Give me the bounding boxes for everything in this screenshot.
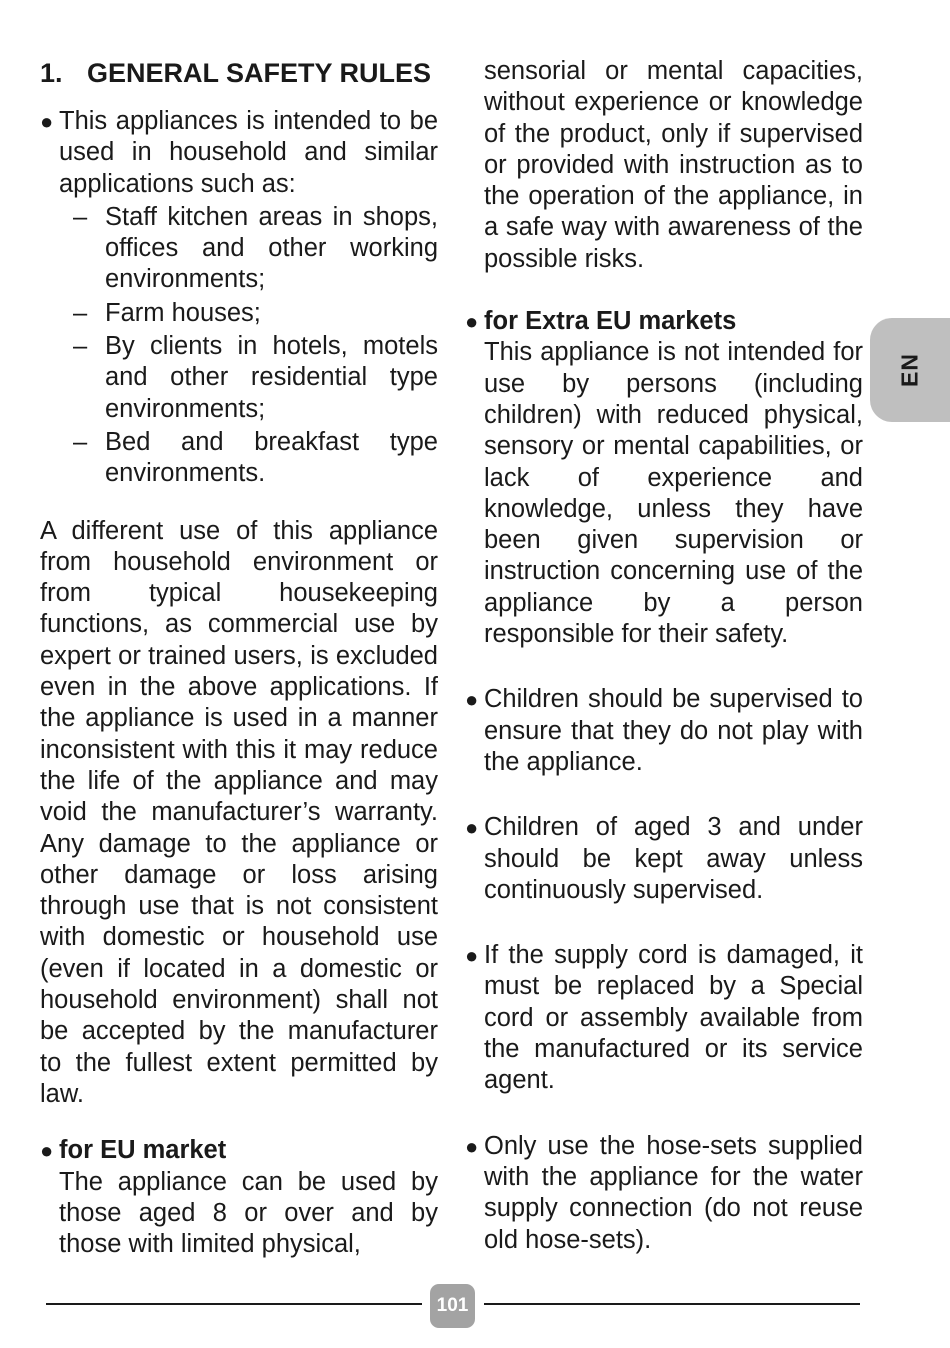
bullet-icon: ● [40,1138,54,1164]
bullet-icon: ● [465,943,479,969]
eu-market-bullet [40,1135,438,1260]
dash-icon: – [73,332,88,361]
footer-rule-right [484,1303,860,1305]
footer-rule-left [46,1303,422,1305]
intro-bullet [40,106,438,492]
eu-market-heading: for EU market [59,1136,227,1165]
list-item: – Bed and breakfast type environments. [59,427,438,490]
list-item: – Staff kitchen areas in shops, offices and other working environments; [59,202,438,296]
usage-disclaimer-paragraph: A different use of this appliance from household environment or from typical housekeeping functions, as commercial use by expert or trained users, is excluded even in the above applications. If the appliance is used in a manner inconsistent with this it may reduce the life of the appliance and may void the manufacturer’s warranty. Any damage to the appliance or other damage or loss arising through use that is not consistent with domestic or household use (even if located in a domestic or household environment) shall not be accepted by the manufacturer to the fullest extent permitted by law. [40,516,438,1108]
list-item: – By clients in hotels, motels and other residential type environments; [59,331,438,425]
section-heading [40,56,438,90]
bullet-icon: ● [465,687,479,713]
eu-market-text-continued: sensorial or mental capacities, without experience or knowledge of the product, only if supervised or provided with instruction as to the operation of the appliance, in a safe way with awareness of the possible risks. [484,57,863,273]
language-tab-label: EN [896,353,923,387]
bullet-icon: ● [465,815,479,841]
bullet-icon: ● [465,309,479,335]
page-number: 101 [436,1295,469,1316]
dash-icon: – [73,427,88,456]
bullet-icon: ● [40,109,54,134]
right-column [465,56,863,1256]
extra-eu-text: This appliance is not intended for use by persons (including children) with reduced physical, sensory or mental capabilities, or lack of experience and knowledge, unless they have been given supervision or instruction concerning use of the appliance by a person responsible for their safety. [484,338,863,649]
intro-text: This appliances is intended to be used in household and similar applications such as: [59,107,438,198]
safety-bullet: ● Only use the hose-sets supplied with the appliance for the water supply connection (do not reuse old hose-sets). [465,1131,863,1256]
page-number-badge [430,1284,475,1328]
list-item: – Farm houses; [59,298,438,329]
safety-bullet: ● Children of aged 3 and under should be kept away unless continuously supervised. [465,812,863,906]
dash-icon: – [73,298,88,327]
extra-eu-heading: for Extra EU markets [484,307,737,336]
dash-icon: – [73,202,88,231]
safety-bullet: ● If the supply cord is damaged, it must be replaced by a Special cord or assembly available from the manufactured or its service agent. [465,940,863,1096]
section-number: 1. [40,58,63,88]
extra-eu-bullet [465,306,863,650]
language-tab [870,318,950,422]
left-column [40,56,438,1260]
section-title: GENERAL SAFETY RULES [87,58,432,88]
safety-bullet: ● Children should be supervised to ensure that they do not play with the appliance. [465,684,863,778]
application-list [59,202,438,490]
eu-market-text: The appliance can be used by those aged 8 or over and by those with limited physical, [59,1167,438,1259]
bullet-icon: ● [465,1133,479,1159]
